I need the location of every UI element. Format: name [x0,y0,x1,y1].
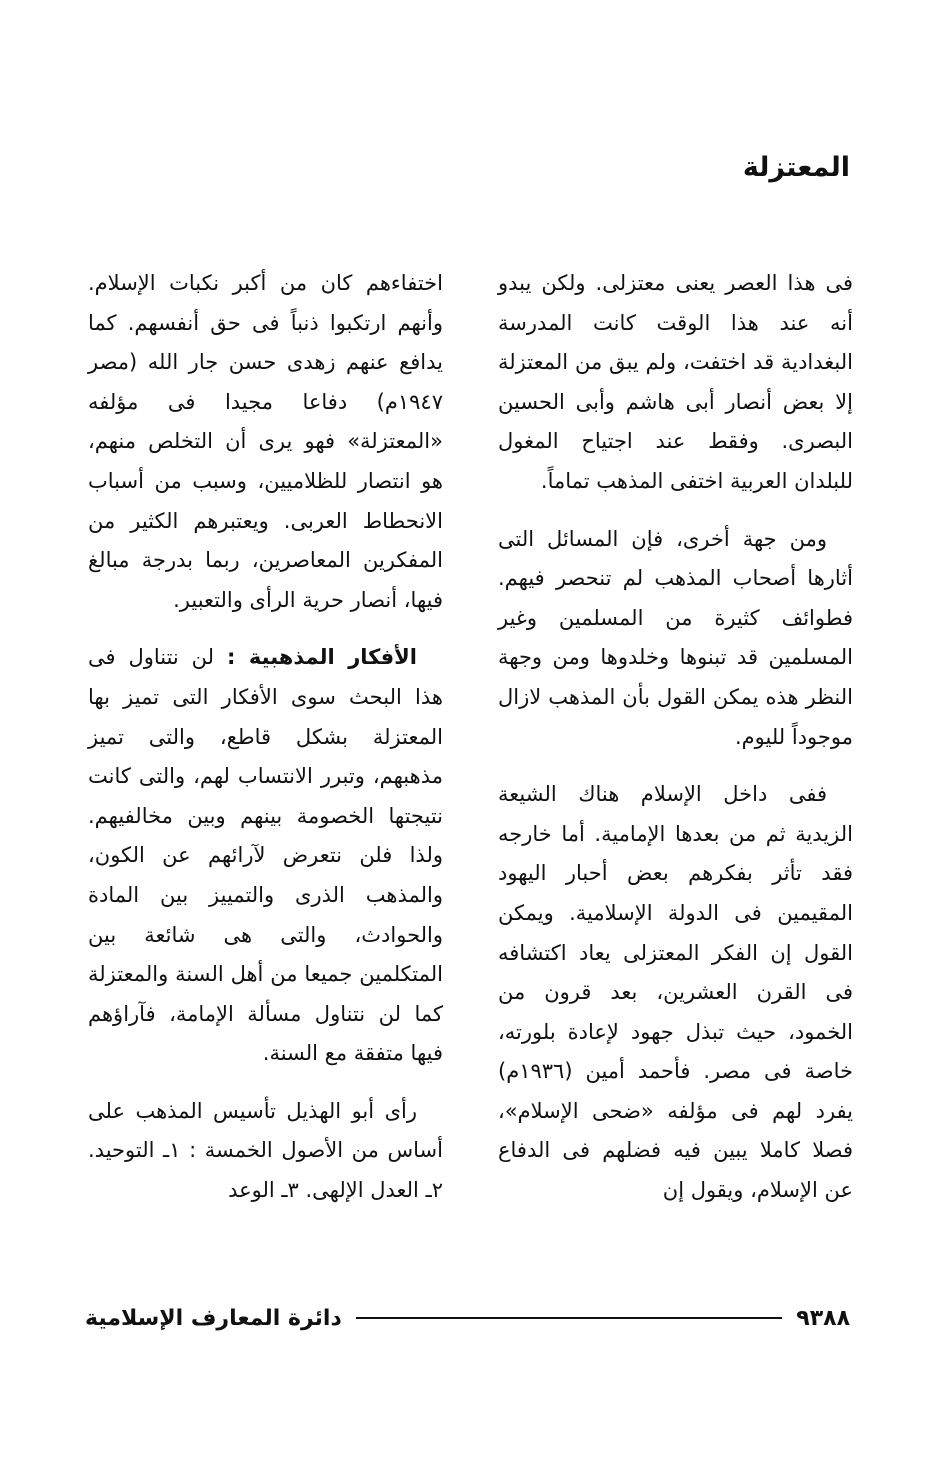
left-column [88,264,443,1229]
section-subheading: الأفكار المذهبية : [226,645,417,670]
publication-title: دائرة المعارف الإسلامية [85,1305,342,1331]
page-footer [85,1298,850,1338]
page-number: ٩٣٨٨ [796,1305,850,1331]
left-paragraph-3: رأى أبو الهذيل تأسيس المذهب على أساس من الأصول الخمسة : ١ـ التوحيد. ٢ـ العدل الإلهى. ٣ـ الوعد [88,1098,443,1203]
right-paragraph-2: ومن جهة أخرى، فإن المسائل التى أثارها أصحاب المذهب لم تنحصر فيهم. فطوائف كثيرة من المسلمين وغير المسلمين قد تبنوها وخلدوها ومن وجهة النظر هذه يمكن القول بأن المذهب لازال موجوداً لليوم. [498,526,853,749]
right-paragraph-3: ففى داخل الإسلام هناك الشيعة الزيدية ثم من بعدها الإمامية. أما خارجه فقد تأثر بفكرهم بعض أحبار اليهود المقيمين فى الدولة الإسلامية. ويمكن القول إن الفكر المعتزلى يعاد اكتشافه فى القرن العشرين، بعد قرون من الخمود، حيث تبذل جهود لإعادة بلورته، خاصة فى مصر. فأحمد أمين (١٩٣٦م) يفرد لهم فى مؤلفه «ضحى الإسلام»، فصلا كاملا يبين فيه فضلهم فى الدفاع عن الإسلام، ويقول إن [498,782,853,1203]
footer-rule [356,1317,783,1319]
right-column [498,264,853,1229]
left-paragraph-2-body: لن نتناول فى هذا البحث سوى الأفكار التى تميز بها المعتزلة بشكل قاطع، والتى تميز مذهبهم، وتبرر الانتساب لهم، والتى كانت نتيجتها الخصومة بينهم وبين مخالفيهم. ولذا فلن نتعرض لآرائهم عن الكون، والمذهب الذرى والتمييز بين المادة والحوادث، والتى هى شائعة بين المتكلمين جميعا من أهل السنة والمعتزلة كما لن نتناول مسألة الإمامة، فآراؤهم فيها متفقة مع السنة. [88,645,443,1066]
right-paragraph-1: فى هذا العصر يعنى معتزلى. ولكن يبدو أنه عند هذا الوقت كانت المدرسة البغدادية قد اختفت، ولم يبق من المعتزلة إلا بعض أنصار أبى هاشم وأبى الحسين البصرى. وفقط عند اجتياح المغول للبلدان العربية اختفى المذهب تماماً. [498,271,853,493]
left-paragraph-2 [88,638,443,1074]
left-paragraph-1: اختفاءهم كان من أكبر نكبات الإسلام. وأنهم ارتكبوا ذنباً فى حق أنفسهم. كما يدافع عنهم زهدى حسن جار الله (مصر ١٩٤٧م) دفاعا مجيدا فى مؤلفه «المعتزلة» فهو يرى أن التخلص منهم، هو انتصار للظلاميين، وسبب من أسباب الانحطاط العربى. ويعتبرهم الكثير من المفكرين المعاصرين، ربما بدرجة مبالغ فيها، أنصار حرية الرأى والتعبير. [88,271,443,612]
running-head: المعتزلة [742,152,850,183]
